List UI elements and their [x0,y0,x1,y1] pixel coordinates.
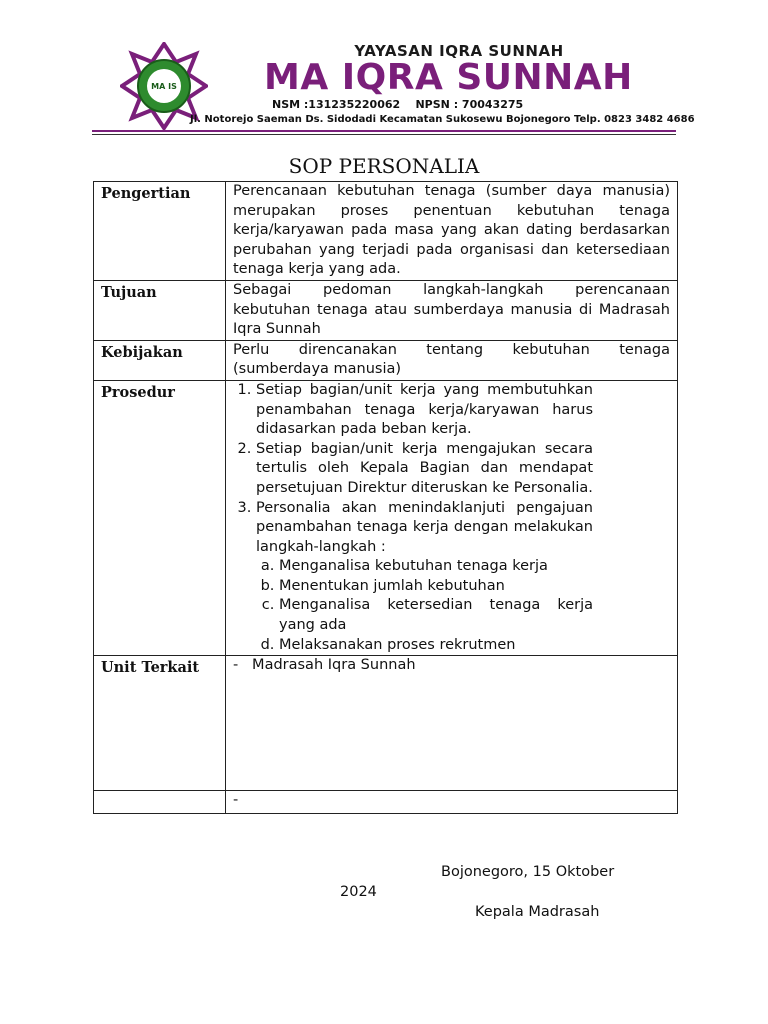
text-pengertian: Perencanaan kebutuhan tenaga (sumber daya manusia) merupakan proses penentuan kebutuhan tenaga kerja/karyawan pada masa yang akan dating berdasarkan perubahan yang terjadi pada organisasi dan ketersediaan tenaga kerja yang ada. [226,182,678,281]
procedure-step [256,499,593,558]
row-kebijakan [94,340,678,380]
letterhead-rule [92,130,676,132]
letterhead-rule-thin [92,134,676,135]
procedure-step: 2. Setiap bagian/unit kerja mengajukan secara tertulis oleh Kepala Bagian dan mendapat persetujuan Direktur diteruskan ke Personalia. [256,440,593,499]
row-prosedur [94,380,678,655]
signature-role: Kepala Madrasah [475,904,600,920]
label-empty [94,791,226,814]
sop-table [93,181,678,814]
text-unit-terkait: - Madrasah Iqra Sunnah [226,656,678,791]
procedure-substep: b. Menentukan jumlah kebutuhan [279,577,593,597]
procedure-step-text: Personalia akan menindaklanjuti pengajuan penambahan tenaga kerja dengan melakukan langkah-langkah : [256,499,593,555]
text-empty: - [226,791,678,814]
signature-place-date: Bojonegoro, 15 Oktober [441,864,615,880]
label-kebijakan: Kebijakan [94,340,226,380]
procedure-substep: a. Menganalisa kebutuhan tenaga kerja [279,557,593,577]
prosedur-content [226,380,678,655]
label-pengertian: Pengertian [94,182,226,281]
procedure-steps [233,381,593,557]
row-unit-terkait [94,656,678,791]
school-ids: NSM :131235220062 NPSN : 70043275 [272,98,524,111]
procedure-substep: c. Menganalisa ketersedian tenaga kerja yang ada [279,596,593,635]
label-tujuan: Tujuan [94,280,226,340]
procedure-step: 1. Setiap bagian/unit kerja yang membutuhkan penambahan tenaga kerja/karyawan harus didasarkan pada beban kerja. [256,381,593,440]
procedure-substep: d. Melaksanakan proses rekrutmen [279,636,593,656]
school-name: MA IQRA SUNNAH [264,57,633,98]
row-empty [94,791,678,814]
school-address: Jl. Notorejo Saeman Ds. Sidodadi Kecamatan Sukosewu Bojonegoro Telp. 0823 3482 4686 [190,114,695,125]
row-pengertian [94,182,678,281]
label-unit-terkait: Unit Terkait [94,656,226,791]
text-tujuan: Sebagai pedoman langkah-langkah perencanaan kebutuhan tenaga atau sumberdaya manusia di Madrasah Iqra Sunnah [226,280,678,340]
signature-year: 2024 [340,884,377,900]
document-title: SOP PERSONALIA [288,154,480,178]
logo-text: MA IS [151,82,177,91]
letterhead [92,40,695,136]
label-prosedur: Prosedur [94,380,226,655]
foundation-name: YAYASAN IQRA SUNNAH [354,42,564,60]
procedure-substeps [256,557,593,655]
text-kebijakan: Perlu direncanakan tentang kebutuhan tenaga (sumberdaya manusia) [226,340,678,380]
row-tujuan [94,280,678,340]
